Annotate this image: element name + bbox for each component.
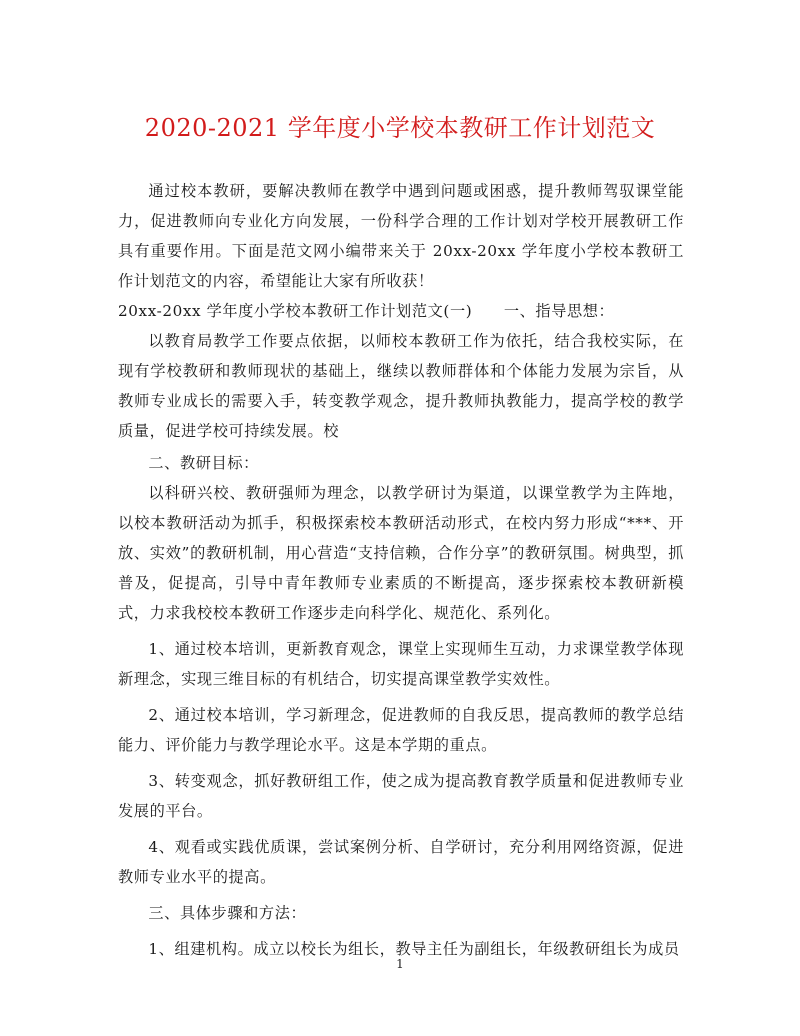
goal-item-1: 1、通过校本培训，更新教育观念，课堂上实现师生互动，力求课堂教学体现新理念，实现三维目标的有机结合，切实提高课堂教学实效性。 bbox=[118, 640, 684, 688]
goal-item-2: 2、通过校本培训，学习新理念，促进教师的自我反思，提高教师的教学总结能力、评价能力与教学理论水平。这是本学期的重点。 bbox=[118, 706, 684, 754]
goal-item-3: 3、转变观念，抓好教研组工作，使之成为提高教育教学质量和促进教师专业发展的平台。 bbox=[118, 772, 684, 820]
intro-paragraph: 通过校本教研，要解决教师在教学中遇到问题或困惑，提升教师驾驭课堂能力，促进教师向专业化方向发展，一份科学合理的工作计划对学校开展教研工作具有重要作用。下面是范文网小编带来关于 20xx-20xx 学年度小学校本教研工作计划范文的内容，希望能让大家有所收获！ bbox=[118, 182, 684, 290]
document-title: 2020-2021 学年度小学校本教研工作计划范文 bbox=[144, 114, 656, 142]
section-heading-research-goals: 二、教研目标： bbox=[148, 454, 259, 472]
goal-item-4: 4、观看或实践优质课，尝试案例分析、自学研讨，充分利用网络资源，促进教师专业水平的提高。 bbox=[118, 838, 684, 886]
steps-item-1: 1、组建机构。成立以校长为组长，教导主任为副组长，年级教研组长为成员 bbox=[148, 940, 680, 958]
section-heading-steps-methods: 三、具体步骤和方法： bbox=[148, 904, 307, 922]
document-body bbox=[118, 176, 684, 964]
section-heading-guiding-thoughts: 20xx-20xx 学年度小学校本教研工作计划范文(一) 一、指导思想： bbox=[118, 302, 615, 320]
research-goals-paragraph: 以科研兴校、教研强师为理念，以教学研讨为渠道，以课堂教学为主阵地，以校本教研活动为抓手，积极探索校本教研活动形式，在校内努力形成“***、开放、实效”的教研机制，用心营造“支持信赖，合作分享”的教研氛围。树典型，抓普及，促提高，引导中青年教师专业素质的不断提高，逐步探索校本教研新模式，力求我校校本教研工作逐步走向科学化、规范化、系列化。 bbox=[118, 484, 684, 622]
guiding-thoughts-paragraph: 以教育局教学工作要点依据，以师校本教研工作为依托，结合我校实际，在现有学校教研和教师现状的基础上，继续以教师群体和个体能力发展为宗旨，从教师专业成长的需要入手，转变教学观念，提升教师执教能力，提高学校的教学质量，促进学校可持续发展。校 bbox=[118, 332, 684, 440]
page-number: 1 bbox=[396, 957, 404, 971]
